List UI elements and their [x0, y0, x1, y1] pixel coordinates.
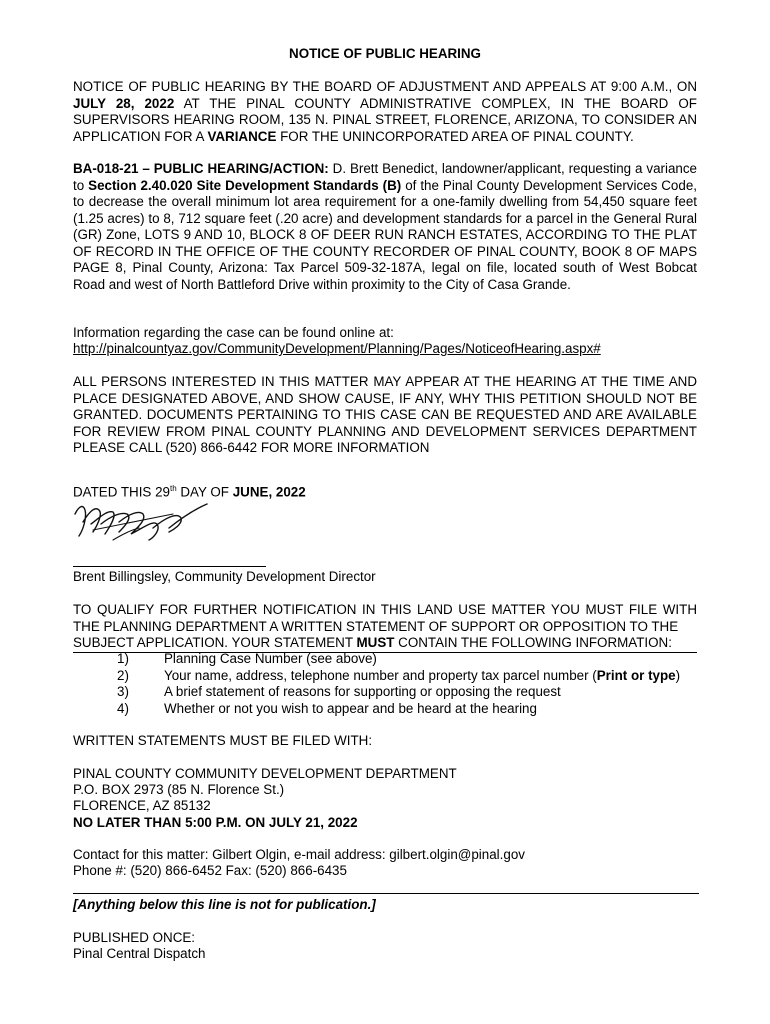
- signer-name: Brent Billingsley, Community Development Director: [73, 569, 376, 584]
- intro-paragraph: [73, 79, 697, 145]
- list-item: [73, 651, 697, 668]
- case-section: Section 2.40.020 Site Development Standards (B): [88, 177, 402, 193]
- case-id: BA-018-21 – PUBLIC HEARING/ACTION:: [73, 161, 329, 176]
- page-title: NOTICE OF PUBLIC HEARING: [289, 46, 481, 61]
- dated-mid: DAY OF: [176, 484, 233, 500]
- qualify-text-2a: SUBJECT APPLICATION. YOUR STATEMENT: [73, 635, 357, 650]
- divider: [73, 893, 699, 894]
- not-for-publication-note: [Anything below this line is not for publication.]: [73, 897, 376, 912]
- dated-prefix: DATED THIS 29: [73, 484, 170, 500]
- qualify-text-2b: CONTAIN THE FOLLOWING INFORMATION:: [394, 635, 672, 650]
- must-label: MUST: [356, 635, 395, 650]
- case-text-1: D. Brett Benedict, landowner/applicant, requesting a variance to: [73, 161, 697, 193]
- intro-text-1: NOTICE OF PUBLIC HEARING BY THE BOARD OF ADJUSTMENT AND APPEALS AT 9:00 A.M., ON: [73, 79, 697, 94]
- published-label: PUBLISHED ONCE:: [73, 930, 196, 945]
- case-info-link[interactable]: http://pinalcountyaz.gov/CommunityDevelopment/Planning/Pages/NoticeofHearing.aspx#: [73, 341, 601, 356]
- intro-text-3: FOR THE UNINCORPORATED AREA OF PINAL COUNTY.: [276, 128, 634, 144]
- dated-line: [73, 481, 697, 501]
- contact-line: Contact for this matter: Gilbert Olgin, e-mail address: gilbert.olgin@pinal.gov: [73, 847, 525, 862]
- list-item-text-main: Your name, address, telephone number and property tax parcel number (: [164, 667, 597, 683]
- address-city: FLORENCE, AZ 85132: [73, 798, 211, 813]
- list-item-text: A brief statement of reasons for supporting or opposing the request: [164, 684, 561, 699]
- persons-paragraph: ALL PERSONS INTERESTED IN THIS MATTER MAY APPEAR AT THE HEARING AT THE TIME AND PLACE DESIGNATED ABOVE, AND SHOW CAUSE, IF ANY, WHY THIS PETITION SHOULD NOT BE GRANTED. DOCUMENTS PERTAINING TO THIS CASE CAN BE REQUESTED AND ARE AVAILABLE FOR REVIEW FROM PINAL COUNTY PLANNING AND DEVELOPMENT SERVICES DEPARTMENT PLEASE CALL (520) 866-6442 FOR MORE INFORMATION: [73, 374, 697, 455]
- list-item-number: 3): [117, 684, 129, 699]
- list-item: [73, 701, 697, 718]
- signature-line: [73, 566, 266, 567]
- signature-image: [73, 500, 213, 548]
- list-item-number: 2): [117, 667, 129, 683]
- dated-suffix: th: [169, 484, 177, 493]
- info-label: Information regarding the case can be found online at:: [73, 325, 394, 340]
- list-item-text: Planning Case Number (see above): [164, 651, 377, 666]
- list-item-text: Whether or not you wish to appear and be heard at the hearing: [164, 700, 537, 716]
- qualify-paragraph: TO QUALIFY FOR FURTHER NOTIFICATION IN THIS LAND USE MATTER YOU MUST FILE WITH THE PLANNING DEPARTMENT A WRITTEN STATEMENT OF SUPPORT OR OPPOSITION TO THE: [73, 602, 697, 634]
- filing-deadline: NO LATER THAN 5:00 P.M. ON JULY 21, 2022: [73, 815, 358, 830]
- publication-name: Pinal Central Dispatch: [73, 946, 206, 961]
- print-or-type-label: Print or type: [596, 667, 676, 683]
- hearing-date: JULY 28, 2022: [73, 95, 175, 111]
- variance-label: VARIANCE: [207, 128, 277, 144]
- qualify-underlined-line: [73, 635, 697, 653]
- dated-date: JUNE, 2022: [232, 484, 306, 500]
- list-item: [73, 668, 697, 685]
- list-item-number: 1): [117, 651, 129, 666]
- intro-text-2: AT THE PINAL COUNTY ADMINISTRATIVE COMPLEX, IN THE BOARD OF SUPERVISORS HEARING ROOM, 135 N. PINAL STREET, FLORENCE, ARIZONA, TO CONSIDER AN APPLICATION FOR A: [73, 95, 697, 144]
- list-item-number: 4): [117, 700, 129, 716]
- phone-fax-line: Phone #: (520) 866-6452 Fax: (520) 866-6435: [73, 863, 347, 878]
- list-item: [73, 684, 697, 701]
- address-box: P.O. BOX 2973 (85 N. Florence St.): [73, 782, 285, 797]
- list-item-text-end: ): [675, 667, 681, 683]
- filed-with-heading: WRITTEN STATEMENTS MUST BE FILED WITH:: [73, 733, 373, 748]
- info-link-line: [73, 341, 697, 358]
- qualify-last-line: [73, 635, 697, 653]
- case-text-2: of the Pinal County Development Services Code, to decrease the overall minimum lot area requirement for a one-family dwelling from 54,450 square feet (1.25 acres) to 8, 712 square feet (.20 acre) and development standards for a parcel in the General Rural (GR) Zone, LOTS 9 AND 10, BLOCK 8 OF DEER RUN RANCH ESTATES, ACCORDING TO THE PLAT OF RECORD IN THE OFFICE OF THE COUNTY RECORDER OF PINAL COUNTY, BOOK 8 OF MAPS PAGE 8, Pinal County, Arizona: Tax Parcel 509-32-187A, legal on file, located south of West Bobcat Road and west of North Battleford Drive within proximity to the City of Casa Grande.: [73, 177, 697, 292]
- address-dept: PINAL COUNTY COMMUNITY DEVELOPMENT DEPARTMENT: [73, 766, 457, 781]
- list-item-text: [164, 668, 680, 685]
- requirements-list: [73, 651, 697, 717]
- case-paragraph: [73, 161, 697, 293]
